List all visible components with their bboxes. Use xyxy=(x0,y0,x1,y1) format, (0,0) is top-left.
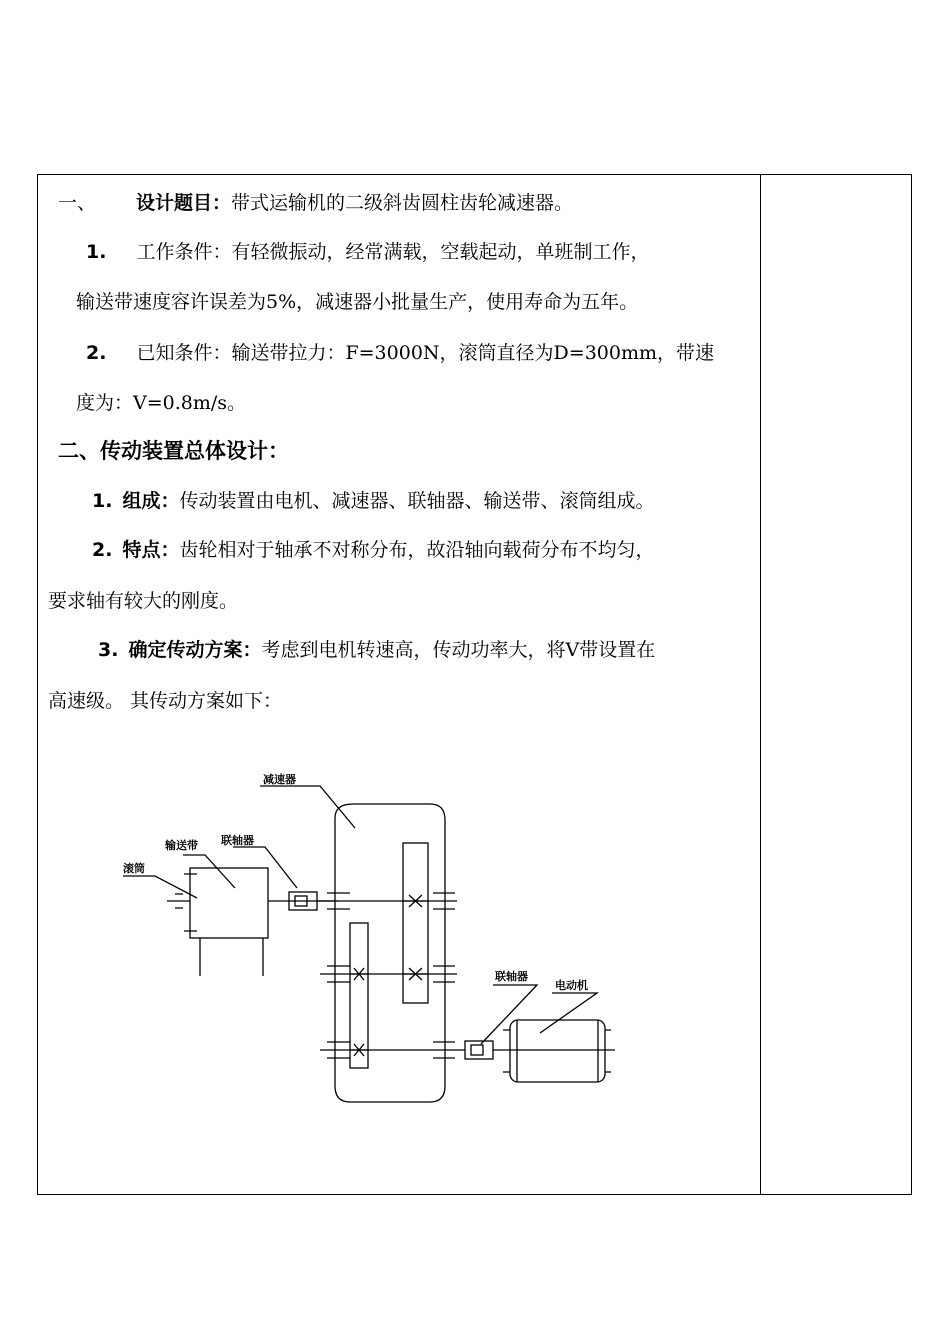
section2-item3-text: 考虑到电机转速高，传动功率大，将V带设置在 xyxy=(261,639,656,661)
conveyor-belt xyxy=(200,938,263,976)
section2-item1 xyxy=(92,489,654,513)
label-belt: 输送带 xyxy=(165,839,198,852)
label-coupling-right: 联轴器 xyxy=(495,970,528,983)
section1-item2 xyxy=(86,341,714,365)
section2-item3-num: 3. xyxy=(98,639,119,661)
section2-item3-title: 确定传动方案： xyxy=(128,639,262,661)
section2-item1-num: 1. xyxy=(92,490,113,512)
section2-item1-text: 传动装置由电机、减速器、联轴器、输送带、滚筒组成。 xyxy=(179,490,655,512)
section1-item1-num: 1. xyxy=(86,241,107,263)
section2-item2 xyxy=(92,538,654,562)
section2-item3 xyxy=(98,638,655,662)
section1-title: 设计题目： xyxy=(136,192,232,214)
coupling-right-leader xyxy=(481,985,537,1044)
section2-item2-text: 齿轮相对于轴承不对称分布，故沿轴向载荷分布不均匀， xyxy=(179,539,655,561)
transmission-diagram xyxy=(105,768,625,1113)
drum xyxy=(190,868,268,938)
motor-leader xyxy=(540,993,597,1033)
section1-heading xyxy=(58,191,573,215)
section1-item2-line2: 度为：V=0.8m/s。 xyxy=(76,392,247,414)
section2-item1-title: 组成： xyxy=(122,490,180,512)
section1-num: 一、 xyxy=(58,192,97,214)
section2-item2-num: 2. xyxy=(92,539,113,561)
section1-item2-line1: 已知条件：输送带拉力：F=3000N，滚筒直径为D=300mm，带速 xyxy=(136,342,714,364)
section1-item1 xyxy=(86,240,649,264)
section2-title: 二、传动装置总体设计： xyxy=(58,439,289,463)
label-reducer: 减速器 xyxy=(263,773,296,786)
motor xyxy=(510,1020,605,1082)
section2-item3-line2: 高速级。 其传动方案如下： xyxy=(48,690,283,712)
section1-item1-line2: 输送带速度容许误差为5%，减速器小批量生产，使用寿命为五年。 xyxy=(76,291,639,313)
label-motor: 电动机 xyxy=(555,979,588,992)
label-coupling-left: 联轴器 xyxy=(221,834,254,847)
drum-leader xyxy=(123,876,197,898)
section1-item1-line1: 工作条件：有轻微振动，经常满载，空载起动，单班制工作， xyxy=(136,241,650,263)
section2-item2-line2: 要求轴有较大的刚度。 xyxy=(48,590,239,612)
section1-item2-num: 2. xyxy=(86,342,107,364)
column-divider xyxy=(760,174,761,1195)
section1-text: 带式运输机的二级斜齿圆柱齿轮减速器。 xyxy=(231,192,574,214)
label-drum: 滚筒 xyxy=(123,862,145,875)
coupling-right xyxy=(465,1041,493,1059)
section2-item2-title: 特点： xyxy=(122,539,180,561)
belt-leader xyxy=(183,855,235,888)
gear-large-output xyxy=(403,843,428,1003)
gear-large-intermediate xyxy=(350,923,368,1068)
